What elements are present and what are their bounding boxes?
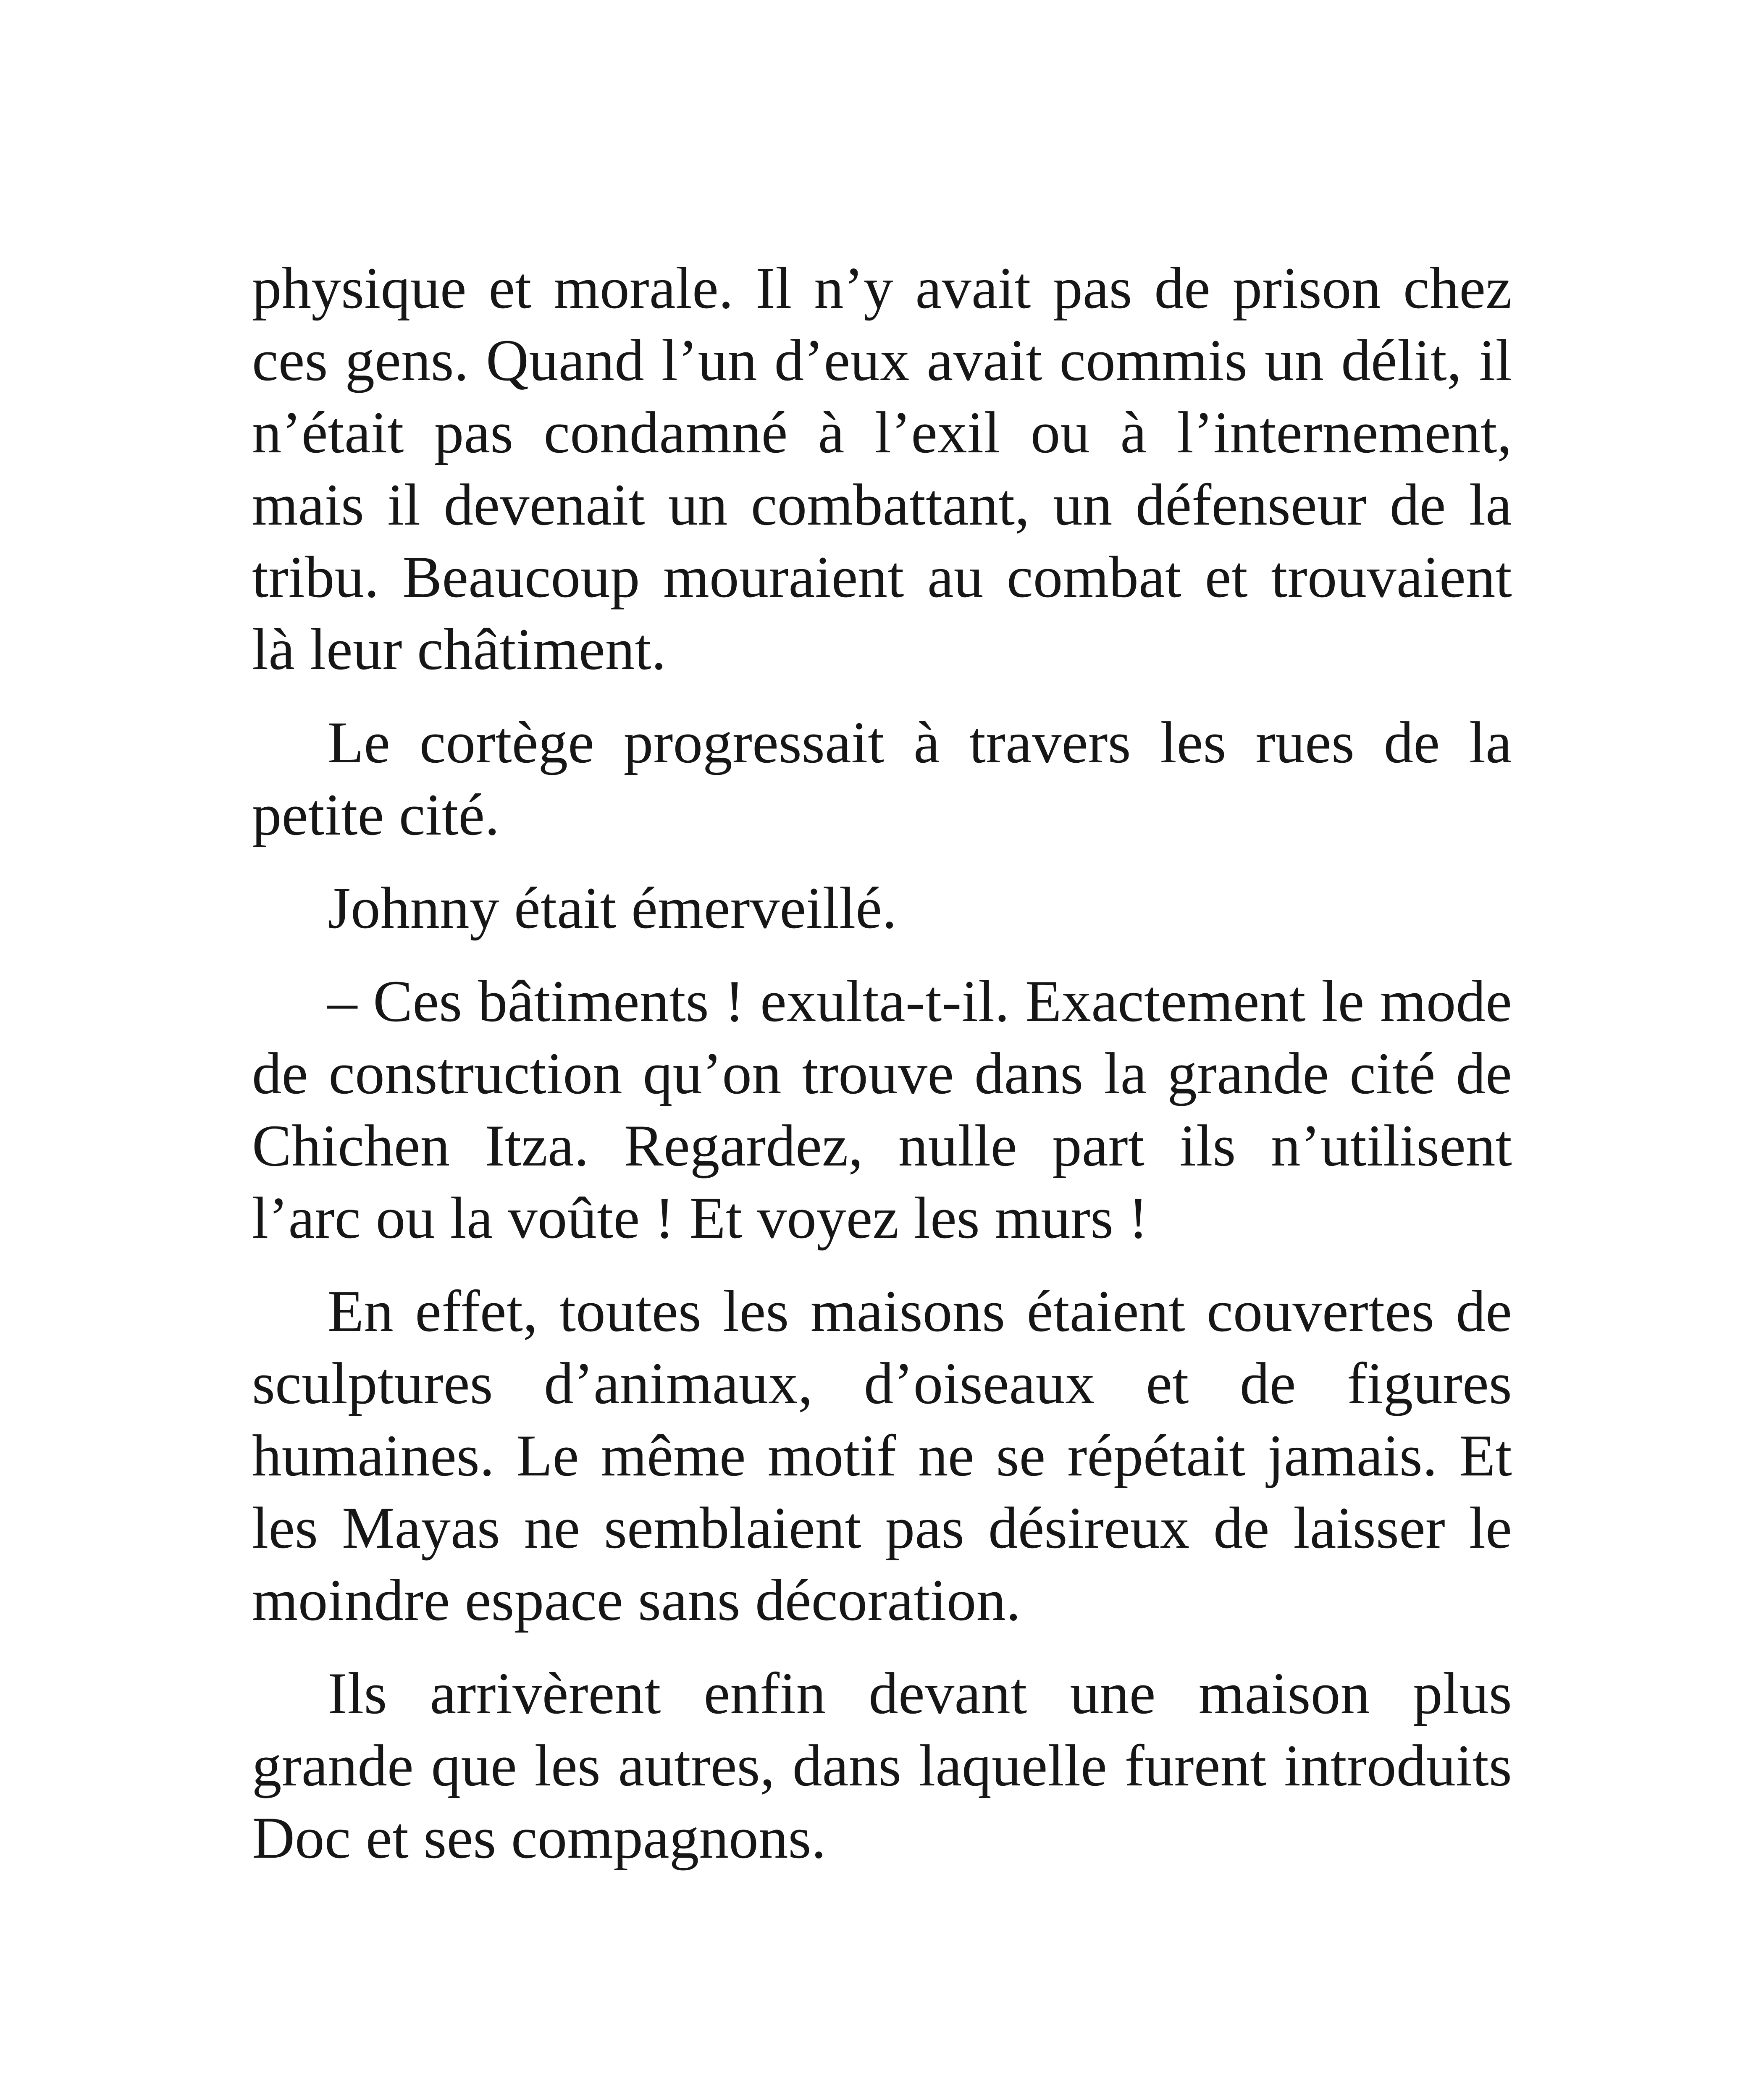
paragraph: En effet, toutes les maisons étaient couvertes de sculptures d’animaux, d’oiseaux et de figures humaines. Le même motif ne se répétait jamais. Et les Mayas ne semblaient pas désireux de laisser le moindre espace sans décoration. xyxy=(252,1278,1512,1633)
dialogue-paragraph: – Ces bâtiments ! exulta-t-il. Exactement le mode de construction qu’on trouve dans la grande cité de Chichen Itza. Regardez, nulle part ils n’utilisent l’arc ou la voûte ! Et voyez les murs ! xyxy=(252,969,1512,1251)
paragraph: Johnny était émerveillé. xyxy=(328,875,897,941)
paragraph: Ils arrivèrent enfin devant une maison plus grande que les autres, dans laquelle furent introduits Doc et ses compagnons. xyxy=(252,1661,1512,1871)
body-text xyxy=(252,252,1512,1895)
paragraph: Le cortège progressait à travers les rues de la petite cité. xyxy=(252,710,1512,848)
paragraph-continued: physique et morale. Il n’y avait pas de prison chez ces gens. Quand l’un d’eux avait commis un délit, il n’était pas condamné à l’exil ou à l’internement, mais il devenait un combattant, un défenseur de la tribu. Beaucoup mouraient au combat et trouvaient là leur châtiment. xyxy=(252,255,1512,682)
